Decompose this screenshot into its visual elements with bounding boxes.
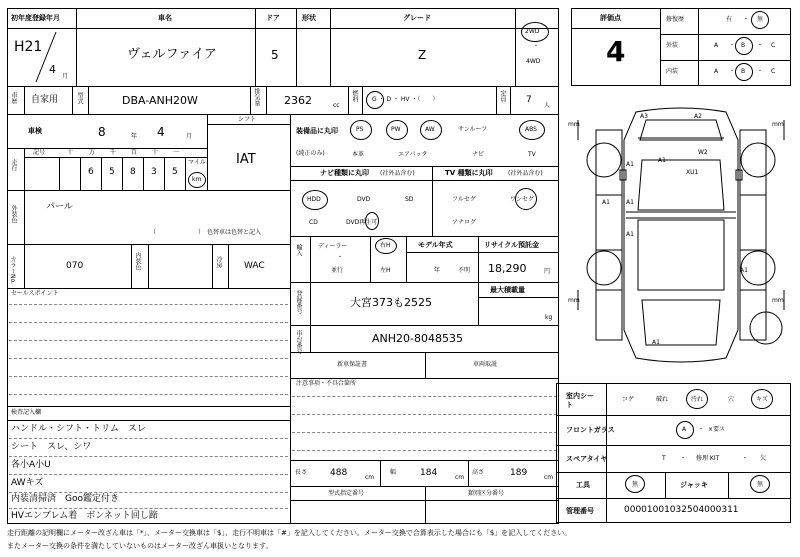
spare-label: スペアタイヤ	[566, 455, 608, 463]
equip-pw: PW	[391, 126, 401, 133]
width-unit: cm	[455, 474, 465, 481]
navi-label: ナビ種類に丸印	[320, 169, 369, 177]
class-number-label: 類別区分番号	[468, 490, 505, 497]
mileage-label: 走行	[10, 159, 17, 171]
equipment-sublabel: (純正のみ)	[296, 150, 325, 157]
color-value: パール	[46, 202, 73, 212]
mileage-sub-5: 十	[152, 149, 159, 156]
score-label: 評価点	[600, 14, 621, 22]
drive-2wd: 2WD	[525, 28, 540, 35]
mileage-sub-2: 万	[89, 149, 96, 156]
door-count: 5	[271, 48, 279, 62]
mark-w2: W2	[698, 149, 708, 156]
color-no-value: 070	[66, 261, 84, 271]
mileage-unit-km: km	[192, 176, 202, 183]
repair-opt-dot: ・	[743, 16, 750, 23]
exterior-label: 外装	[666, 42, 679, 49]
max-load-unit: kg	[545, 314, 553, 321]
recycle-unit: 円	[544, 268, 551, 275]
jack-label: ジャッキ	[680, 481, 708, 489]
mm-br: mm	[772, 297, 784, 304]
equip-aw: AW	[425, 126, 435, 133]
mileage-sub-1: 十	[67, 149, 74, 156]
color-note: 色替車は色替と記入	[207, 229, 262, 236]
navi-dvd-play: DVD再生可	[346, 219, 378, 226]
mark-a1-e: A1	[626, 231, 634, 238]
displacement-value: 2362	[284, 94, 312, 107]
tools-value: 無	[632, 481, 639, 488]
import-parallel: 並行	[331, 267, 344, 274]
first-reg-month-unit: 月	[62, 73, 69, 80]
displacement-label: 排気量	[253, 88, 260, 106]
int-opt-b: B	[741, 68, 746, 75]
first-reg-month: 4	[49, 63, 56, 76]
ext-opt-a: A	[714, 42, 719, 49]
import-dot: ・	[337, 254, 344, 261]
navi-dvd: DVD	[357, 196, 371, 203]
mileage-sub-3: 千	[110, 149, 117, 156]
inspector-line-6: HVエンブレム着 ボンネット回し蹄	[11, 511, 158, 521]
mileage-sub-6: 一	[173, 149, 180, 156]
tv-oneseg: ワンセグ	[510, 196, 535, 203]
windshield-dot: ・	[698, 426, 705, 433]
inspector-line-5: 内装清掃済 Goo鑑定付き	[11, 494, 119, 504]
inspector-label: 検査記入欄	[11, 409, 42, 416]
footer-note-2: またメーター交換の条件を満たしていないものはメーター改ざん車扱いとなります。	[7, 542, 273, 550]
inspection-year-unit: 年	[131, 133, 138, 140]
inspection-month: 4	[157, 125, 165, 139]
car-damage-diagram	[566, 100, 796, 380]
mileage-digit-4: 3	[151, 167, 157, 177]
mark-a1-b: A1	[658, 157, 666, 164]
purpose-value: 自家用	[31, 95, 59, 105]
model-year-unknown: 不明	[458, 267, 471, 274]
int-opt-dot1: ・	[729, 68, 736, 75]
sales-point-label: セールスポイント	[11, 290, 59, 297]
recycle-value: 18,290	[488, 262, 527, 275]
grade-value: Z	[418, 48, 427, 62]
ext-opt-dot1: ・	[729, 42, 736, 49]
interior-sheet-label: 室内シート	[566, 392, 594, 410]
repair-opt-no: 無	[757, 16, 764, 23]
drive-4wd: 4WD	[526, 58, 541, 65]
height-unit: cm	[544, 474, 554, 481]
mark-a2: A2	[694, 113, 702, 120]
length-label: 長さ	[295, 469, 308, 476]
int-opt-dot2: ・	[757, 68, 764, 75]
repair-opt-yes: 有	[726, 16, 733, 23]
model-year-unit: 年	[434, 267, 441, 274]
windshield-label: フロントガラス	[566, 426, 615, 434]
sheet-tear: 破れ	[656, 396, 669, 403]
steer-left: 左H	[380, 267, 391, 274]
sheet-scratch: キズ	[756, 396, 768, 403]
inspection-label: 車検	[28, 127, 42, 135]
sheet-hole: 穴	[728, 396, 735, 403]
grade-label: グレード	[403, 14, 431, 22]
spare-dot1: ・	[680, 455, 687, 462]
ext-opt-dot2: ・	[757, 42, 764, 49]
spare-dot2: ・	[742, 455, 749, 462]
equip-tv: TV	[528, 151, 536, 158]
color-note-paren: （ ）	[150, 229, 205, 236]
management-value: 00001001032504000311	[624, 505, 739, 515]
tv-analog: アナログ	[452, 219, 477, 226]
mileage-sub-0: 記号	[33, 149, 46, 156]
sheet-scorch: コゲ	[622, 396, 635, 403]
warranty-manual: 車両取説	[473, 361, 498, 368]
ext-opt-c: C	[771, 42, 776, 49]
fuel-options: G ・ D ・ HV ・（ ）	[372, 96, 439, 103]
color-label: 外装色	[10, 205, 17, 223]
drive-dot: ・	[533, 43, 540, 50]
car-name: ヴェルファイア	[127, 47, 217, 62]
tools-label: 工具	[576, 481, 590, 489]
mileage-digit-2: 5	[109, 167, 115, 177]
jack-value: 無	[757, 481, 764, 488]
equip-ps: PS	[356, 126, 364, 133]
first-reg-label: 初年度登録年月	[11, 14, 60, 22]
capacity-label: 定員	[499, 90, 506, 102]
int-opt-a: A	[714, 68, 719, 75]
color-no-label: カラーNo.	[9, 256, 16, 284]
registration-plate: 大宮373も2525	[350, 296, 432, 309]
interior-color-label: 内装色	[134, 252, 141, 270]
navi-small: (社外品含む)	[380, 170, 415, 177]
import-dealer: ディーラー	[318, 243, 348, 250]
mm-tl: mm	[568, 121, 580, 128]
fuel-label: 燃料	[351, 90, 358, 102]
warranty-new-car: 新車保証書	[337, 361, 368, 368]
spare-missing: 欠	[760, 455, 767, 462]
door-label: ドア	[266, 14, 280, 22]
mark-a1-f: A1	[740, 267, 748, 274]
equip-leather: 本革	[352, 151, 365, 158]
registration-label: 登録番号	[295, 290, 302, 314]
recycle-label: リサイクル預託金	[484, 241, 540, 249]
mark-a1-g: A1	[652, 339, 660, 346]
management-label: 管理番号	[566, 507, 594, 515]
mileage-digit-5: 5	[172, 167, 178, 177]
int-opt-c: C	[771, 68, 776, 75]
mileage-sub-4: 百	[131, 149, 138, 156]
navi-cd: CD	[309, 219, 318, 226]
mark-a1-c: A1	[602, 199, 610, 206]
shift-label: シフト	[238, 116, 257, 123]
width-value: 184	[420, 468, 438, 478]
equipment-label: 装備品に丸印	[296, 127, 338, 135]
spare-t: T	[662, 455, 666, 462]
inspection-month-unit: 月	[186, 133, 193, 140]
max-load-label: 最大積載量	[490, 286, 525, 294]
mm-bl: mm	[568, 297, 580, 304]
width-label: 幅	[390, 469, 397, 476]
diagonal-divider	[40, 30, 41, 85]
mileage-unit-mile: マイル	[188, 159, 206, 166]
height-value: 189	[510, 468, 528, 478]
tv-label: TV 種類に丸印	[445, 169, 493, 177]
footer-note-1: 走行距離の記明欄にメーター改ざん車は「*」、メーター交換車は「$」、走行不明車は「#」を記入してください。メーター交換で合算表示した場合にも「$」を記入してください。	[7, 529, 572, 537]
mileage-digit-3: 8	[130, 167, 136, 177]
navi-dvd-play-circle	[365, 212, 379, 230]
type-designation-label: 型式指定番号	[328, 490, 365, 497]
chassis-value: ANH20-8048535	[372, 332, 463, 345]
inspection-year: 8	[98, 125, 106, 139]
tv-fullseg: フルセグ	[452, 196, 476, 203]
model-year-label: モデル年式	[418, 241, 453, 249]
car-name-label: 車名	[158, 14, 172, 22]
capacity-unit: 人	[544, 102, 551, 109]
ac-value: WAC	[244, 261, 265, 271]
repair-label: 修復歴	[666, 16, 685, 23]
equip-airbag: エアバック	[398, 151, 428, 158]
score-value: 4	[606, 35, 626, 68]
ext-opt-b: B	[741, 42, 746, 49]
mileage-digit-1: 6	[88, 167, 94, 177]
body-type-label: 形状	[302, 14, 316, 22]
steer-right: 右H	[380, 242, 391, 249]
length-unit: cm	[365, 474, 375, 481]
length-value: 488	[330, 468, 348, 478]
equip-navi: ナビ	[472, 151, 485, 158]
first-reg-era: H21	[14, 39, 43, 55]
equip-sunroof: サンルーフ	[458, 126, 488, 133]
spare-kit: 修理 KIT	[696, 455, 720, 462]
shift-value: IAT	[236, 152, 256, 167]
ac-label: 冷房	[215, 256, 222, 268]
mark-a1-a: A1	[626, 161, 634, 168]
displacement-unit: cc	[333, 102, 340, 109]
height-label: 高さ	[472, 469, 485, 476]
mm-tr: mm	[772, 121, 784, 128]
navi-sd: SD	[405, 196, 414, 203]
equip-abs: ABS	[525, 126, 537, 133]
interior-label: 内装	[666, 68, 679, 75]
model-label: 型式	[76, 92, 83, 104]
inspector-line-2: シート スレ、シワ	[11, 442, 92, 452]
windshield-replace: ×要ス	[708, 426, 726, 433]
sheet-dirt: 汚れ	[691, 396, 704, 403]
notes-label: 注意事項・不具合箇所	[296, 380, 357, 387]
inspector-line-1: ハンドル・シフト・トリム スレ	[11, 424, 147, 434]
import-label: 輸入	[295, 244, 302, 256]
mark-a3: A3	[640, 113, 648, 120]
navi-hdd: HDD	[307, 196, 321, 203]
mark-a1-d: A1	[626, 199, 634, 206]
inspector-line-3: 各小A小U	[11, 460, 51, 470]
inspector-line-4: AWキズ	[11, 478, 44, 488]
model-value: DBA-ANH20W	[122, 94, 198, 107]
purpose-label: 車歴	[10, 92, 17, 104]
tv-small: (社外品含む)	[508, 170, 543, 177]
windshield-a: A	[682, 426, 687, 433]
capacity-value: 7	[526, 95, 532, 105]
mark-xu1: XU1	[686, 169, 699, 176]
chassis-label: 車台番号	[295, 330, 302, 354]
